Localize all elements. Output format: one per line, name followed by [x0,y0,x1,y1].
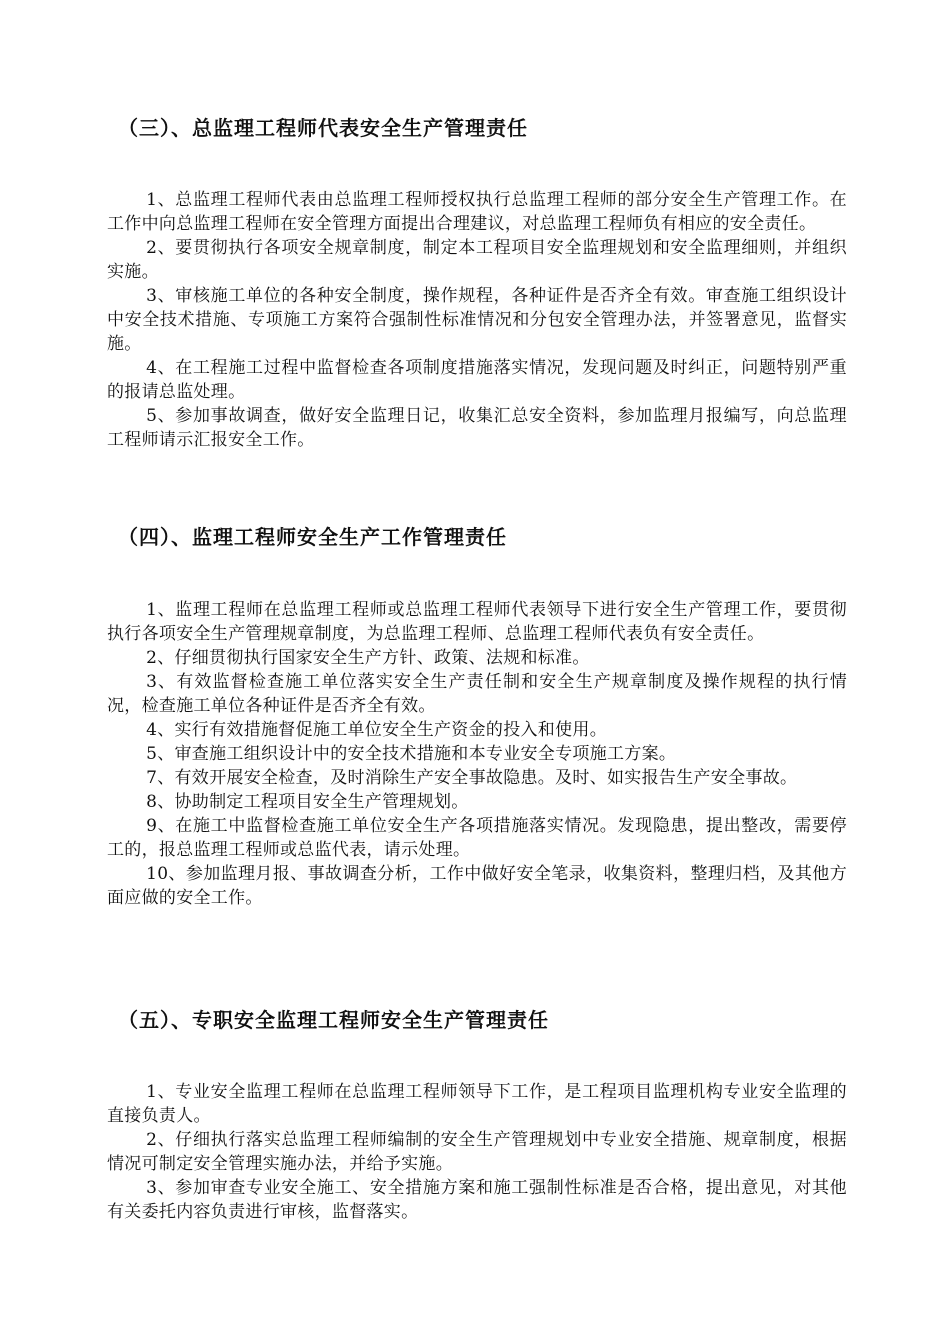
paragraph: 1、总监理工程师代表由总监理工程师授权执行总监理工程师的部分安全生产管理工作。在工作中向总监理工程师在安全管理方面提出合理建议，对总监理工程师负有相应的安全责任。 [107,190,847,234]
paragraph: 8、协助制定工程项目安全生产管理规划。 [146,792,469,812]
paragraph: 1、专业安全监理工程师在总监理工程师领导下工作，是工程项目监理机构专业安全监理的直接负责人。 [107,1082,847,1126]
paragraph: 2、仔细执行落实总监理工程师编制的安全生产管理规划中专业安全措施、规章制度，根据情况可制定安全管理实施办法，并给予实施。 [107,1130,847,1174]
section-heading-5: （五）、专职安全监理工程师安全生产管理责任 [118,1008,549,1032]
section-body-4 [107,598,847,910]
paragraph: 4、在工程施工过程中监督检查各项制度措施落实情况，发现问题及时纠正，问题特别严重的报请总监处理。 [107,358,847,402]
paragraph: 9、在施工中监督检查施工单位安全生产各项措施落实情况。发现隐患，提出整改，需要停工的，报总监理工程师或总监代表，请示处理。 [107,816,847,860]
section-body-5 [107,1080,847,1224]
paragraph: 10、参加监理月报、事故调查分析，工作中做好安全笔录，收集资料，整理归档，及其他方面应做的安全工作。 [107,864,847,908]
paragraph: 1、监理工程师在总监理工程师或总监理工程师代表领导下进行安全生产管理工作，要贯彻执行各项安全生产管理规章制度，为总监理工程师、总监理工程师代表负有安全责任。 [107,600,847,644]
section-heading-4: （四）、监理工程师安全生产工作管理责任 [118,525,507,549]
paragraph: 4、实行有效措施督促施工单位安全生产资金的投入和使用。 [146,720,608,740]
paragraph: 5、审查施工组织设计中的安全技术措施和本专业安全专项施工方案。 [146,744,677,764]
paragraph: 3、参加审查专业安全施工、安全措施方案和施工强制性标准是否合格，提出意见，对其他有关委托内容负责进行审核，监督落实。 [107,1178,847,1222]
section-heading-3: （三）、总监理工程师代表安全生产管理责任 [118,116,528,140]
section-body-3 [107,188,847,452]
paragraph: 3、审核施工单位的各种安全制度，操作规程，各种证件是否齐全有效。审查施工组织设计中安全技术措施、专项施工方案符合强制性标准情况和分包安全管理办法，并签署意见，监督实施。 [107,286,847,354]
paragraph: 2、要贯彻执行各项安全规章制度，制定本工程项目安全监理规划和安全监理细则，并组织实施。 [107,238,847,282]
paragraph: 7、有效开展安全检查，及时消除生产安全事故隐患。及时、如实报告生产安全事故。 [146,768,798,788]
paragraph: 3、有效监督检查施工单位落实安全生产责任制和安全生产规章制度及操作规程的执行情况，检查施工单位各种证件是否齐全有效。 [107,672,847,716]
paragraph: 2、仔细贯彻执行国家安全生产方针、政策、法规和标准。 [146,648,590,668]
paragraph: 5、参加事故调查，做好安全监理日记，收集汇总安全资料，参加监理月报编写，向总监理工程师请示汇报安全工作。 [107,406,847,450]
